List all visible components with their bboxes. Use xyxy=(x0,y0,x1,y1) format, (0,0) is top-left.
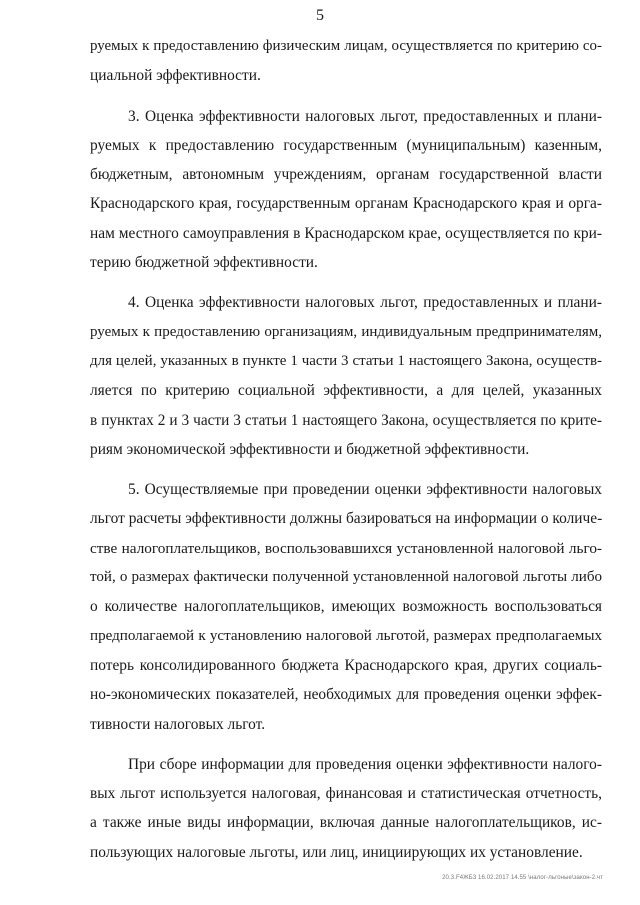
paragraph-continuation xyxy=(90,32,602,91)
text-line: циальной эффективности. xyxy=(90,67,261,85)
text-line: пользующих налоговые льготы, или лиц, инициирующих их установление. xyxy=(90,843,583,861)
paragraph-item-3 xyxy=(90,102,602,278)
text-line: терию бюджетной эффективности. xyxy=(90,254,318,272)
paragraph-item-4 xyxy=(90,288,602,464)
paragraph-information-collection xyxy=(90,750,602,867)
text-line: той, о размерах фактически полученной установленной налоговой льготы либо xyxy=(90,569,602,586)
page-number: 5 xyxy=(316,7,324,24)
text-line: для целей, указанных в пункте 1 части 3 статьи 1 настоящего Закона, осуществ- xyxy=(90,352,602,369)
text-line: тивности налоговых льгот. xyxy=(90,715,266,733)
text-line: стве налогоплательщиков, воспользовавшихся установленной налоговой льго- xyxy=(90,539,602,557)
text-line: бюджетным, автономным учреждениям, органам государственной власти xyxy=(90,166,602,184)
text-line: нам местного самоуправления в Краснодарском крае, осуществляется по кри- xyxy=(90,224,602,242)
text-line: о количестве налогоплательщиков, имеющих возможность воспользоваться xyxy=(90,598,602,616)
text-line: риям экономической эффективности и бюджетной эффективности. xyxy=(90,440,530,458)
text-line: в пунктах 2 и 3 части 3 статьи 1 настоящего Закона, осуществляется по крите- xyxy=(90,411,602,429)
document-body xyxy=(90,32,602,878)
text-line: потерь консолидированного бюджета Краснодарского края, других социаль- xyxy=(90,656,602,674)
text-line: предполагаемой к установлению налоговой льготой, размерах предполагаемых xyxy=(90,627,602,644)
text-line: Краснодарского края, государственным органам Краснодарского края и орга- xyxy=(90,195,602,213)
text-line: льгот расчеты эффективности должны базироваться на информации о количе- xyxy=(90,510,603,528)
text-line: руемых к предоставлению организациям, индивидуальным предпринимателям, xyxy=(90,323,602,340)
text-line: ляется по критерию социальной эффективности, а для целей, указанных xyxy=(90,382,602,400)
text-line: а также иные виды информации, включая данные налогоплательщиков, ис- xyxy=(90,814,602,832)
text-line: руемых к предоставлению государственным (муниципальным) казенным, xyxy=(90,136,602,154)
text-line: но-экономических показателей, необходимых для проведения оценки эффек- xyxy=(90,686,602,704)
text-line: 5. Осуществляемые при проведении оценки эффективности налоговых xyxy=(128,481,602,499)
text-line: руемых к предоставлению физическим лицам, осуществляется по критерию со- xyxy=(90,38,602,54)
footer-file-stamp: 20.3.F4ЖБ3 16.02.2017 14.55 \налог-льгоные\закон-2.чт xyxy=(442,875,603,881)
text-line: При сборе информации для проведения оценки эффективности налого- xyxy=(128,755,602,773)
paragraph-item-5 xyxy=(90,475,602,739)
text-line: 4. Оценка эффективности налоговых льгот, предоставленных и плани- xyxy=(128,294,602,312)
text-line: 3. Оценка эффективности налоговых льгот, предоставленных и плани- xyxy=(128,107,602,125)
text-line: вых льгот используется налоговая, финансовая и статистическая отчетность, xyxy=(90,785,602,803)
